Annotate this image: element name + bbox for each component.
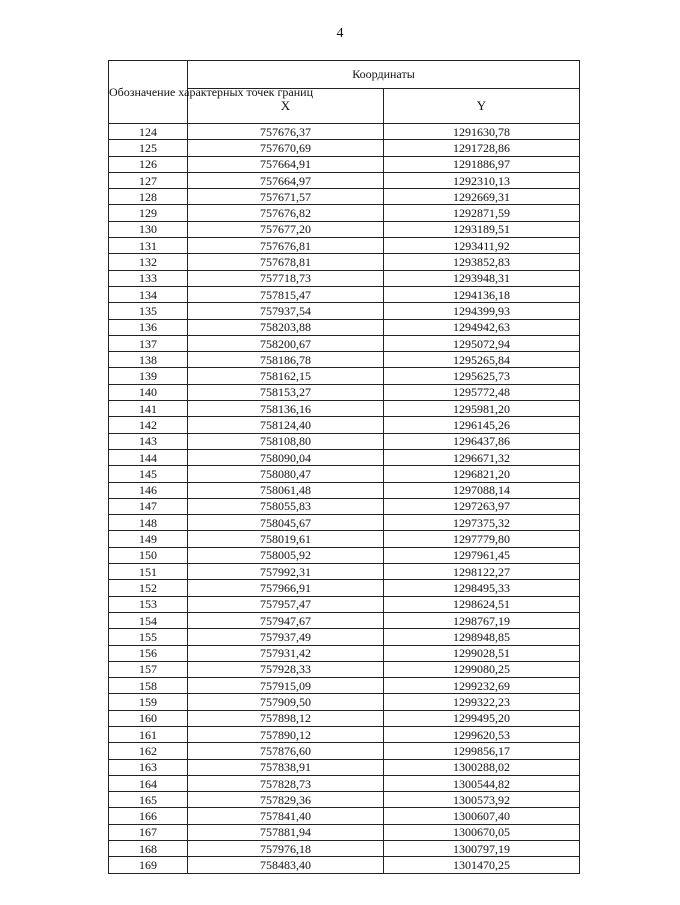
y-coordinate-cell: 1299322,23 (384, 694, 580, 710)
x-coordinate-cell: 757898,12 (188, 710, 384, 726)
y-coordinate-cell: 1292871,59 (384, 205, 580, 221)
table-row (109, 857, 580, 873)
y-coordinate-cell: 1297961,45 (384, 547, 580, 563)
point-number-cell: 154 (109, 612, 188, 628)
table-row (109, 498, 580, 514)
point-number-cell: 147 (109, 498, 188, 514)
point-number-cell: 142 (109, 417, 188, 433)
point-number-cell: 150 (109, 547, 188, 563)
table-row (109, 743, 580, 759)
x-coordinate-cell: 757670,69 (188, 140, 384, 156)
x-coordinate-cell: 757676,82 (188, 205, 384, 221)
point-number-cell: 136 (109, 319, 188, 335)
x-coordinate-cell: 757677,20 (188, 221, 384, 237)
point-number-cell: 168 (109, 841, 188, 857)
point-number-cell: 127 (109, 172, 188, 188)
y-coordinate-cell: 1299028,51 (384, 645, 580, 661)
table-row (109, 140, 580, 156)
x-coordinate-cell: 757876,60 (188, 743, 384, 759)
x-coordinate-cell: 757664,91 (188, 156, 384, 172)
x-coordinate-cell: 757937,54 (188, 303, 384, 319)
table-header (109, 61, 580, 124)
point-number-cell: 141 (109, 401, 188, 417)
y-coordinate-cell: 1293189,51 (384, 221, 580, 237)
point-number-cell: 151 (109, 564, 188, 580)
point-number-cell: 137 (109, 335, 188, 351)
y-coordinate-cell: 1298767,19 (384, 612, 580, 628)
x-coordinate-cell: 758136,16 (188, 401, 384, 417)
table-row (109, 205, 580, 221)
x-coordinate-cell: 757928,33 (188, 661, 384, 677)
y-coordinate-cell: 1300573,92 (384, 792, 580, 808)
y-coordinate-cell: 1299856,17 (384, 743, 580, 759)
y-coordinate-cell: 1298122,27 (384, 564, 580, 580)
table-row (109, 629, 580, 645)
table-row (109, 172, 580, 188)
point-number-cell: 130 (109, 221, 188, 237)
x-coordinate-cell: 758200,67 (188, 335, 384, 351)
x-coordinate-cell: 757881,94 (188, 824, 384, 840)
coordinates-table (108, 60, 580, 874)
point-number-cell: 138 (109, 352, 188, 368)
table-row (109, 156, 580, 172)
page-number: 4 (336, 26, 344, 41)
point-number-cell: 166 (109, 808, 188, 824)
x-coordinate-cell: 758186,78 (188, 352, 384, 368)
y-coordinate-cell: 1292310,13 (384, 172, 580, 188)
x-coordinate-cell: 757718,73 (188, 270, 384, 286)
table-row (109, 417, 580, 433)
header-coordinates: Координаты (188, 61, 580, 89)
table-row (109, 596, 580, 612)
point-number-cell: 161 (109, 726, 188, 742)
x-coordinate-cell: 758005,92 (188, 547, 384, 563)
table-row (109, 612, 580, 628)
y-coordinate-cell: 1295981,20 (384, 401, 580, 417)
y-coordinate-cell: 1300288,02 (384, 759, 580, 775)
x-coordinate-cell: 757676,37 (188, 124, 384, 140)
x-coordinate-cell: 757841,40 (188, 808, 384, 824)
y-coordinate-cell: 1300607,40 (384, 808, 580, 824)
table-row (109, 515, 580, 531)
header-point: Обозначение характерных точек границ (109, 61, 188, 124)
table-row (109, 335, 580, 351)
y-coordinate-cell: 1295625,73 (384, 368, 580, 384)
point-number-cell: 146 (109, 482, 188, 498)
table-row (109, 401, 580, 417)
x-coordinate-cell: 758019,61 (188, 531, 384, 547)
table-row (109, 286, 580, 302)
table-row (109, 254, 580, 270)
table-row (109, 710, 580, 726)
table-row (109, 189, 580, 205)
point-number-cell: 155 (109, 629, 188, 645)
x-coordinate-cell: 758045,67 (188, 515, 384, 531)
x-coordinate-cell: 757909,50 (188, 694, 384, 710)
point-number-cell: 128 (109, 189, 188, 205)
table-row (109, 841, 580, 857)
header-x: X (188, 89, 384, 124)
y-coordinate-cell: 1294136,18 (384, 286, 580, 302)
table-row (109, 694, 580, 710)
point-number-cell: 149 (109, 531, 188, 547)
table-row (109, 759, 580, 775)
point-number-cell: 160 (109, 710, 188, 726)
y-coordinate-cell: 1298948,85 (384, 629, 580, 645)
table-row (109, 303, 580, 319)
table-row (109, 384, 580, 400)
x-coordinate-cell: 758080,47 (188, 466, 384, 482)
point-number-cell: 152 (109, 580, 188, 596)
y-coordinate-cell: 1300544,82 (384, 775, 580, 791)
x-coordinate-cell: 758090,04 (188, 449, 384, 465)
table-row (109, 824, 580, 840)
y-coordinate-cell: 1295072,94 (384, 335, 580, 351)
table-row (109, 466, 580, 482)
y-coordinate-cell: 1292669,31 (384, 189, 580, 205)
table-row (109, 661, 580, 677)
x-coordinate-cell: 758055,83 (188, 498, 384, 514)
y-coordinate-cell: 1297088,14 (384, 482, 580, 498)
x-coordinate-cell: 757931,42 (188, 645, 384, 661)
x-coordinate-cell: 758162,15 (188, 368, 384, 384)
y-coordinate-cell: 1299080,25 (384, 661, 580, 677)
y-coordinate-cell: 1299232,69 (384, 678, 580, 694)
x-coordinate-cell: 758061,48 (188, 482, 384, 498)
table-row (109, 124, 580, 140)
table-row (109, 678, 580, 694)
table-row (109, 270, 580, 286)
table-row (109, 352, 580, 368)
x-coordinate-cell: 758124,40 (188, 417, 384, 433)
point-number-cell: 165 (109, 792, 188, 808)
x-coordinate-cell: 757671,57 (188, 189, 384, 205)
y-coordinate-cell: 1293948,31 (384, 270, 580, 286)
header-y: Y (384, 89, 580, 124)
table-row (109, 645, 580, 661)
x-coordinate-cell: 757976,18 (188, 841, 384, 857)
point-number-cell: 125 (109, 140, 188, 156)
y-coordinate-cell: 1296437,86 (384, 433, 580, 449)
x-coordinate-cell: 758153,27 (188, 384, 384, 400)
x-coordinate-cell: 757829,36 (188, 792, 384, 808)
x-coordinate-cell: 757815,47 (188, 286, 384, 302)
y-coordinate-cell: 1296821,20 (384, 466, 580, 482)
y-coordinate-cell: 1299620,53 (384, 726, 580, 742)
y-coordinate-cell: 1297375,32 (384, 515, 580, 531)
point-number-cell: 159 (109, 694, 188, 710)
table-row (109, 726, 580, 742)
table-row (109, 433, 580, 449)
point-number-cell: 148 (109, 515, 188, 531)
table-row (109, 580, 580, 596)
point-number-cell: 158 (109, 678, 188, 694)
y-coordinate-cell: 1297263,97 (384, 498, 580, 514)
table-row (109, 238, 580, 254)
y-coordinate-cell: 1299495,20 (384, 710, 580, 726)
x-coordinate-cell: 757664,97 (188, 172, 384, 188)
point-number-cell: 134 (109, 286, 188, 302)
x-coordinate-cell: 757676,81 (188, 238, 384, 254)
point-number-cell: 135 (109, 303, 188, 319)
point-number-cell: 157 (109, 661, 188, 677)
y-coordinate-cell: 1293411,92 (384, 238, 580, 254)
point-number-cell: 153 (109, 596, 188, 612)
y-coordinate-cell: 1297779,80 (384, 531, 580, 547)
x-coordinate-cell: 757890,12 (188, 726, 384, 742)
x-coordinate-cell: 758108,80 (188, 433, 384, 449)
table-row (109, 319, 580, 335)
point-number-cell: 132 (109, 254, 188, 270)
x-coordinate-cell: 758203,88 (188, 319, 384, 335)
point-number-cell: 133 (109, 270, 188, 286)
point-number-cell: 126 (109, 156, 188, 172)
y-coordinate-cell: 1300670,05 (384, 824, 580, 840)
point-number-cell: 156 (109, 645, 188, 661)
table-row (109, 564, 580, 580)
point-number-cell: 129 (109, 205, 188, 221)
x-coordinate-cell: 757992,31 (188, 564, 384, 580)
point-number-cell: 144 (109, 449, 188, 465)
point-number-cell: 164 (109, 775, 188, 791)
table-row (109, 221, 580, 237)
point-number-cell: 139 (109, 368, 188, 384)
point-number-cell: 145 (109, 466, 188, 482)
point-number-cell: 163 (109, 759, 188, 775)
point-number-cell: 167 (109, 824, 188, 840)
table-row (109, 531, 580, 547)
table-body (109, 124, 580, 874)
x-coordinate-cell: 757915,09 (188, 678, 384, 694)
table-row (109, 449, 580, 465)
x-coordinate-cell: 757838,91 (188, 759, 384, 775)
x-coordinate-cell: 757947,67 (188, 612, 384, 628)
point-number-cell: 143 (109, 433, 188, 449)
y-coordinate-cell: 1296671,32 (384, 449, 580, 465)
y-coordinate-cell: 1293852,83 (384, 254, 580, 270)
y-coordinate-cell: 1295265,84 (384, 352, 580, 368)
y-coordinate-cell: 1301470,25 (384, 857, 580, 873)
point-number-cell: 124 (109, 124, 188, 140)
y-coordinate-cell: 1298624,51 (384, 596, 580, 612)
y-coordinate-cell: 1295772,48 (384, 384, 580, 400)
point-number-cell: 140 (109, 384, 188, 400)
x-coordinate-cell: 757966,91 (188, 580, 384, 596)
y-coordinate-cell: 1294399,93 (384, 303, 580, 319)
y-coordinate-cell: 1291886,97 (384, 156, 580, 172)
x-coordinate-cell: 757678,81 (188, 254, 384, 270)
x-coordinate-cell: 757937,49 (188, 629, 384, 645)
table-row (109, 368, 580, 384)
x-coordinate-cell: 758483,40 (188, 857, 384, 873)
table-row (109, 547, 580, 563)
table-row (109, 808, 580, 824)
y-coordinate-cell: 1291630,78 (384, 124, 580, 140)
table-row (109, 482, 580, 498)
x-coordinate-cell: 757828,73 (188, 775, 384, 791)
y-coordinate-cell: 1298495,33 (384, 580, 580, 596)
point-number-cell: 131 (109, 238, 188, 254)
y-coordinate-cell: 1300797,19 (384, 841, 580, 857)
y-coordinate-cell: 1296145,26 (384, 417, 580, 433)
table-row (109, 775, 580, 791)
y-coordinate-cell: 1291728,86 (384, 140, 580, 156)
point-number-cell: 169 (109, 857, 188, 873)
table-row (109, 792, 580, 808)
x-coordinate-cell: 757957,47 (188, 596, 384, 612)
point-number-cell: 162 (109, 743, 188, 759)
y-coordinate-cell: 1294942,63 (384, 319, 580, 335)
